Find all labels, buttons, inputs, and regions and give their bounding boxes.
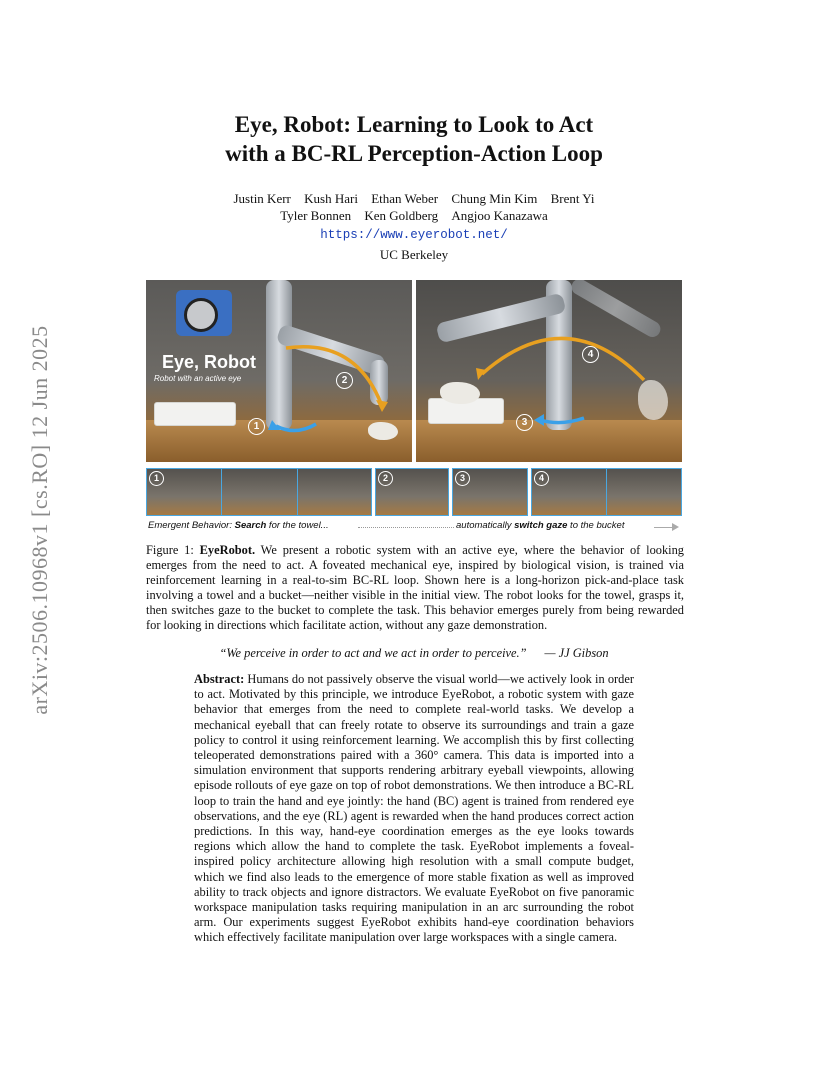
affiliation: UC Berkeley <box>379 247 449 262</box>
gaze-thumbnail <box>298 468 372 516</box>
project-url-link[interactable]: https://www.eyerobot.net/ <box>320 228 508 242</box>
figure-photo-right <box>416 280 682 462</box>
title-line-1: Eye, Robot: Learning to Look to Act <box>234 112 594 137</box>
author-name: Ken Goldberg <box>364 208 439 223</box>
arxiv-identifier-text: arXiv:2506.10968v1 [cs.RO] 12 Jun 2025 <box>27 325 52 715</box>
arxiv-identifier <box>20 300 60 740</box>
step-marker-3: 3 <box>516 414 533 431</box>
author-line-1 <box>0 190 828 207</box>
strip-marker-2: 2 <box>378 471 393 486</box>
caption-bar-search <box>148 520 329 531</box>
gaze-thumbnail <box>375 468 449 516</box>
figure-caption-text: We present a robotic system with an active eye, where the behavior of looking emerges from the need to act. A foveated mechanical eye, inspired by biological vision, is trained via reinforcement learning in a real-to-sim BC-RL loop. Shown here is a long-horizon pick-and-place task involving a towel and a bucket—neither visible in the initial view. The robot looks for the towel, grasps it, then switches gaze to the bucket to complete the task. This behavior emerges purely from being rewarded for looking in directions which facilitate action, without any gaze demonstration. <box>146 543 684 632</box>
author-name: Brent Yi <box>550 191 595 206</box>
abstract-label: Abstract: <box>194 672 245 686</box>
gaze-thumbnail <box>531 468 607 516</box>
gaze-thumbnail <box>146 468 222 516</box>
step-marker-2: 2 <box>336 372 353 389</box>
overlay-subtitle: Robot with an active eye <box>154 374 242 383</box>
author-name: Tyler Bonnen <box>280 208 352 223</box>
figure-1 <box>146 280 682 536</box>
overlay-title: Eye, Robot <box>162 352 257 372</box>
gaze-thumbnail <box>222 468 298 516</box>
title-line-2: with a BC-RL Perception-Action Loop <box>225 141 603 166</box>
gaze-view-strip <box>146 468 682 516</box>
abstract-text: Humans do not passively observe the visual world—we actively look in order to act. Motivated by this principle, we introduce EyeRobot, a robotic system with gaze behavior that emerges from the need to complete real-world tasks. We develop a mechanical eyeball that can freely rotate to observe its surroundings and train a gaze policy to control it using reinforcement learning. We accomplish this by first collecting teleoperated demonstrations paired with a 360° camera. This data is imported into a simulation environment that supports rendering arbitrary eyeball viewpoints, allowing episode rollouts of eye gaze on top of robot demonstrations. We then introduce a BC-RL loop to train the hand and eye jointly: the hand (BC) agent is trained from rendered eye observations, and the eye (RL) agent is rewarded when the hand produces correct action predictions. In this way, hand-eye coordination emerges as the eye looks towards regions which allow the hand to complete the task. EyeRobot implements a foveal-inspired policy architecture allowing high resolution with a small compute budget, which we find also leads to the emergence of more stable fixation as well as improved ability to track objects and ignore distractors. We evaluate EyeRobot on five panoramic workspace manipulation tasks requiring manipulation in an arc surrounding the robot arm. Our experiments suggest EyeRobot exhibits hand-eye coordination behaviors which effectively facilitate manipulation over large workspaces with a single camera. <box>194 672 634 945</box>
author-line-2 <box>0 207 828 224</box>
figure-photo-left <box>146 280 412 462</box>
epigraph-text: “We perceive in order to act and we act in order to perceive.” <box>219 646 527 660</box>
gaze-arrows-right <box>416 280 682 462</box>
caption-bar-bold: switch gaze <box>514 520 568 531</box>
figure-caption-bold: EyeRobot. <box>199 543 256 557</box>
step-marker-1: 1 <box>248 418 265 435</box>
caption-bar-text: to the bucket <box>567 520 625 531</box>
author-name: Angjoo Kanazawa <box>451 208 548 223</box>
author-name: Ethan Weber <box>371 191 439 206</box>
caption-bar-arrowhead <box>672 523 679 531</box>
caption-bar-text: automatically <box>456 520 515 531</box>
author-name: Chung Min Kim <box>451 191 538 206</box>
epigraph-author: — JJ Gibson <box>544 646 609 660</box>
epigraph <box>0 646 828 661</box>
strip-marker-3: 3 <box>455 471 470 486</box>
author-name: Kush Hari <box>304 191 358 206</box>
strip-marker-4: 4 <box>534 471 549 486</box>
gaze-thumbnail <box>452 468 528 516</box>
caption-bar-dots <box>358 527 454 528</box>
caption-bar-text: Emergent Behavior: <box>148 520 235 531</box>
strip-marker-1: 1 <box>149 471 164 486</box>
gaze-thumbnail <box>607 468 682 516</box>
abstract <box>194 672 634 946</box>
author-list <box>0 190 828 224</box>
paper-title <box>0 110 828 168</box>
caption-bar-text: for the towel... <box>266 520 329 531</box>
figure-caption-bar <box>146 518 682 534</box>
figure-caption-label: Figure 1: <box>146 543 200 557</box>
author-name: Justin Kerr <box>233 191 291 206</box>
gaze-arrows-left <box>146 280 412 462</box>
step-marker-4: 4 <box>582 346 599 363</box>
figure-caption <box>146 543 684 633</box>
caption-bar-switch <box>456 520 624 531</box>
caption-bar-bold: Search <box>234 520 267 531</box>
